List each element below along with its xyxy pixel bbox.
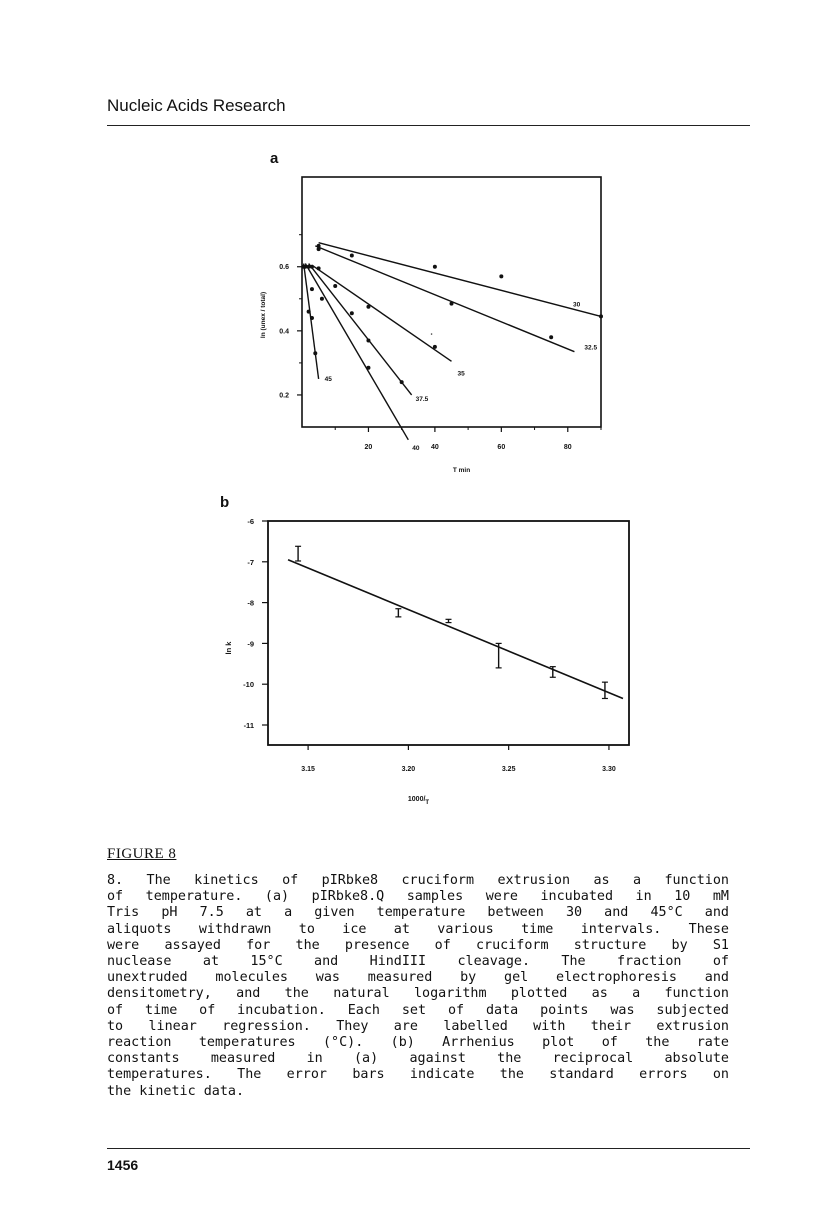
caption-line: densitometry, and the natural logarithm plotted as a function	[107, 986, 729, 1002]
x-tick-label: 3.25	[501, 766, 516, 773]
caption-line: reaction temperatures (°C). (b) Arrhenius plot of the rate	[107, 1035, 729, 1051]
series-label: 40	[412, 444, 420, 452]
y-tick-label: 0.6	[279, 264, 289, 272]
x-tick-label: 40	[430, 444, 439, 451]
x-tick-label: 80	[563, 444, 572, 451]
y-tick-label: -6	[247, 517, 254, 526]
y-tick-label: -11	[243, 721, 254, 730]
series-label: 45	[324, 375, 332, 383]
series-label: 35	[457, 370, 465, 378]
panel-label-b: b	[220, 494, 230, 511]
x-tick-label: 3.30	[602, 766, 616, 773]
figure-title: FIGURE 8	[107, 846, 177, 862]
series-label: 32.5	[584, 344, 598, 352]
y-tick-label: -9	[247, 639, 254, 649]
fit-line	[288, 560, 623, 699]
y-tick-label: 0.2	[279, 392, 289, 400]
y-tick-label: 0.4	[279, 328, 289, 336]
y-tick-label: -7	[247, 557, 254, 567]
x-tick-label: 20	[364, 444, 373, 451]
plot-frame	[268, 521, 629, 745]
y-tick-label: -8	[247, 598, 254, 608]
caption-line: nuclease at 15°C and HindIII cleavage. The fraction of	[107, 954, 729, 970]
caption-line: the kinetic data.	[107, 1083, 245, 1099]
caption-line: aliquots withdrawn to ice at various time intervals. These	[107, 921, 729, 937]
x-axis-label: T min	[452, 467, 471, 474]
y-axis-label: ln k	[224, 641, 233, 655]
caption-line: to linear regression. They are labelled with their extrusion	[107, 1018, 729, 1034]
x-tick-label: 3.20	[401, 766, 416, 773]
x-axis-label: 1000/T	[407, 796, 430, 806]
y-tick-label: -10	[243, 680, 254, 690]
footer-rule	[107, 1148, 750, 1149]
caption-line: unextruded molecules was measured by gel electrophoresis and	[107, 970, 729, 986]
page-number: 1456	[107, 1157, 139, 1173]
series-label: 37.5	[415, 395, 429, 403]
y-axis-label: ln (unex / total)	[260, 291, 267, 339]
journal-header: Nucleic Acids Research	[107, 96, 286, 115]
caption-line: of temperature. (a) pIRbke8.Q samples were incubated in 10 mM	[107, 889, 729, 905]
caption-line: constants measured in (a) against the reciprocal absolute	[107, 1051, 729, 1067]
x-tick-label: 60	[497, 444, 506, 451]
figure-caption	[107, 873, 729, 1100]
caption-line: temperatures. The error bars indicate the standard errors on	[107, 1067, 729, 1083]
caption-line: Tris pH 7.5 at a given temperature between 30 and 45°C and	[107, 905, 729, 921]
panel-label-a: a	[270, 150, 279, 167]
x-tick-label: 3.15	[301, 766, 315, 773]
caption-line: 8. The kinetics of pIRbke8 cruciform extrusion as a function	[107, 873, 729, 888]
caption-line: of time of incubation. Each set of data points was subjected	[107, 1002, 729, 1018]
series-label: 30	[573, 301, 581, 309]
caption-line: were assayed for the presence of cruciform structure by S1	[107, 937, 729, 953]
